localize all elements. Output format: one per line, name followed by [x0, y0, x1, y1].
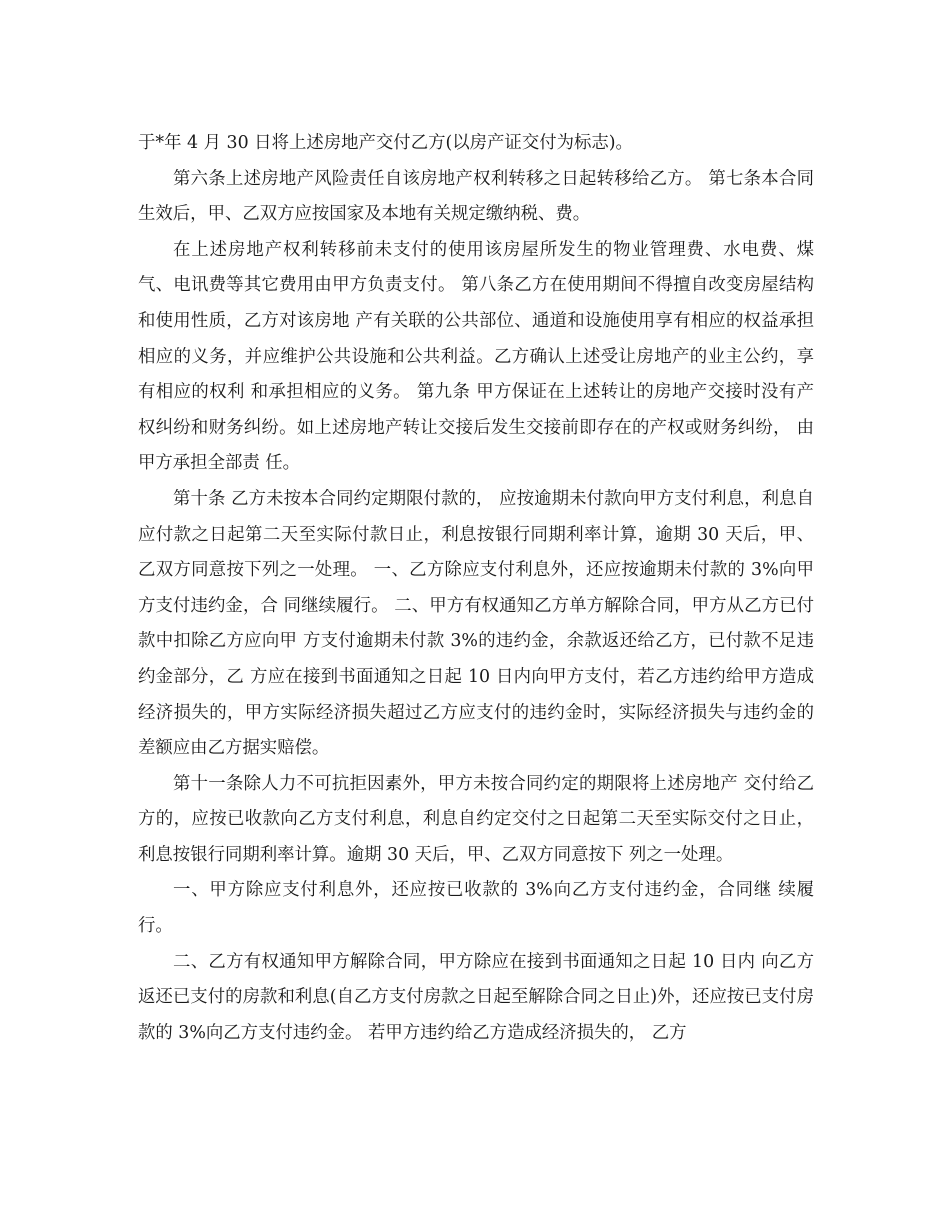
document-page — [138, 126, 814, 1051]
paragraph-4: 第十条 乙方未按本合同约定期限付款的， 应按逾期未付款向甲方支付利息，利息自应付款之日起第二天至实际付款日止，利息按银行同期利率计算，逾期 30 天后，甲、乙双方同意按下列之一处理。 一、乙方除应支付利息外，还应按逾期未付款的 3%向甲方支付违约金，合 同继续履行。 二、甲方有权通知乙方单方解除合同，甲方从乙方已付款中扣除乙方应向甲 方支付逾期未付款 3%的违约金，余款返还给乙方，已付款不足违约金部分，乙 方应在接到书面通知之日起 10 日内向甲方支付，若乙方违约给甲方造成经济损失的，甲方实际经济损失超过乙方应支付的违约金时，实际经济损失与违约金的 差额应由乙方据实赔偿。 — [138, 488, 814, 759]
paragraph-3: 在上述房地产权利转移前未支付的使用该房屋所发生的物业管理费、水电费、煤 气、电讯费等其它费用由甲方负责支付。 第八条乙方在使用期间不得擅自改变房屋结构和使用性质，乙方对该房地 产有关联的公共部位、通道和设施使用享有相应的权益承担相应的义务，并应维护公共设施和公共利益。乙方确认上述受让房地产的业主公约，享有相应的权利 和承担相应的义务。 第九条 甲方保证在上述转让的房地产交接时没有产权纠纷和财务纠纷。如上述房地产转让交接后发生交接前即存在的产权或财务纠纷， 由甲方承担全部责 任。 — [138, 239, 814, 474]
paragraph-1: 于*年 4 月 30 日将上述房地产交付乙方(以房产证交付为标志)。 — [138, 133, 633, 153]
paragraph-2: 第六条上述房地产风险责任自该房地产权利转移之日起转移给乙方。 第七条本合同生效后，甲、乙双方应按国家及本地有关规定缴纳税、费。 — [138, 168, 814, 225]
paragraph-5: 第十一条除人力不可抗拒因素外，甲方未按合同约定的期限将上述房地产 交付给乙方的，应按已收款向乙方支付利息，利息自约定交付之日起第二天至实际交付之日止，利息按银行同期利率计算。逾期 30 天后，甲、乙双方同意按下 列之一处理。 — [138, 773, 814, 865]
paragraph-6: 一、甲方除应支付利息外，还应按已收款的 3%向乙方支付违约金，合同继 续履行。 — [138, 880, 814, 937]
paragraph-7: 二、乙方有权通知甲方解除合同，甲方除应在接到书面通知之日起 10 日内 向乙方返还已支付的房款和利息(自乙方支付房款之日起至解除合同之日止)外，还应按已支付房款的 3%向乙方支付违约金。 若甲方违约给乙方造成经济损失的， 乙方 — [138, 951, 814, 1043]
